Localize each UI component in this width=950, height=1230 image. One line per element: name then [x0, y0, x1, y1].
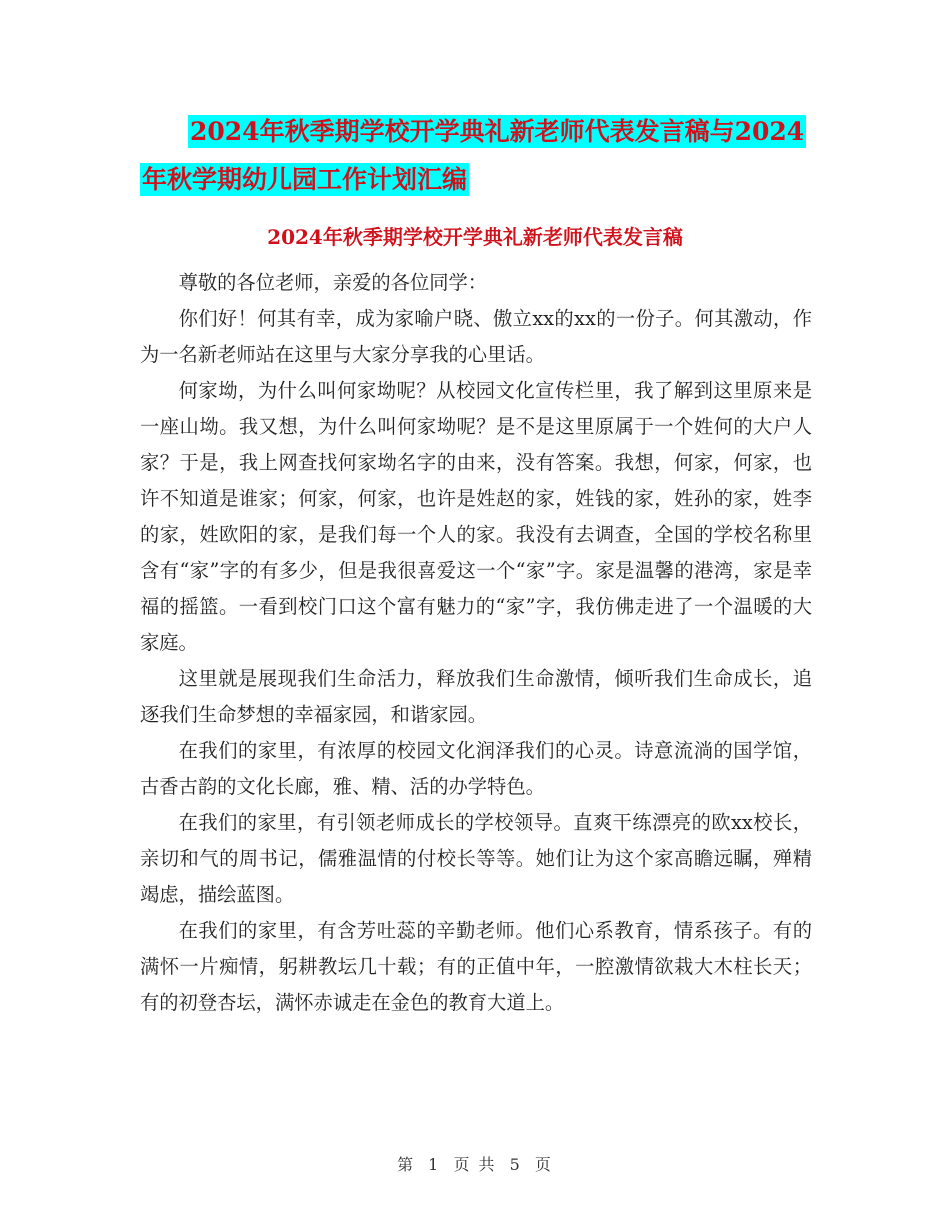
document-title-line-2: 年秋学期幼儿园工作计划汇编 [142, 165, 468, 194]
footer-prefix: 第 [397, 1155, 416, 1174]
paragraph: 何家坳，为什么叫何家坳呢？从校园文化宣传栏里，我了解到这里原来是一座山坳。我又想，为什么叫何家坳呢？是不是这里原属于一个姓何的大户人家？于是，我上网查找何家坳名字的由来，没有答案。我想，何家，何家，也许不知道是谁家；何家，何家，也许是姓赵的家，姓钱的家，姓孙的家，姓李的家，姓欧阳的家，是我们每一个人的家。我没有去调查，全国的学校名称里含有“家”字的有多少，但是我很喜爱这一个“家”字。家是温馨的港湾，家是幸福的摇篮。一看到校门口这个富有魅力的“家”字，我仿佛走进了一个温暖的大家庭。 [140, 379, 812, 654]
footer-total-pages: 5 [509, 1155, 522, 1174]
paragraph: 你们好！何其有幸，成为家喻户晓、傲立xx的xx的一份子。何其激动，作为一名新老师站在这里与大家分享我的心里话。 [140, 307, 812, 366]
footer-middle: 页 共 [453, 1155, 497, 1174]
paragraph: 这里就是展现我们生命活力，释放我们生命激情，倾听我们生命成长，追逐我们生命梦想的幸福家园，和谐家园。 [140, 667, 812, 726]
footer-page-number: 1 [428, 1155, 441, 1174]
paragraph: 在我们的家里，有引领老师成长的学校领导。直爽干练漂亮的欧xx校长，亲切和气的周书记，儒雅温情的付校长等等。她们让为这个家高瞻远瞩，殚精竭虑，描绘蓝图。 [140, 811, 812, 906]
document-title-line-1: 2024年秋季期学校开学典礼新老师代表发言稿与2024 [190, 117, 805, 146]
paragraph: 在我们的家里，有含芳吐蕊的辛勤老师。他们心系教育，情系孩子。有的满怀一片痴情，躬耕教坛几十载；有的正值中年，一腔激情欲栽大木柱长天；有的初登杏坛，满怀赤诚走在金色的教育大道上。 [140, 919, 812, 1014]
page-footer [0, 1152, 950, 1175]
document-title [140, 108, 820, 204]
paragraph-salutation: 尊敬的各位老师，亲爱的各位同学： [178, 271, 488, 294]
section-title: 2024年秋季期学校开学典礼新老师代表发言稿 [267, 225, 683, 249]
paragraph: 在我们的家里，有浓厚的校园文化润泽我们的心灵。诗意流淌的国学馆，古香古韵的文化长廊，雅、精、活的办学特色。 [140, 739, 812, 798]
footer-suffix: 页 [534, 1155, 553, 1174]
document-body [140, 265, 812, 1021]
